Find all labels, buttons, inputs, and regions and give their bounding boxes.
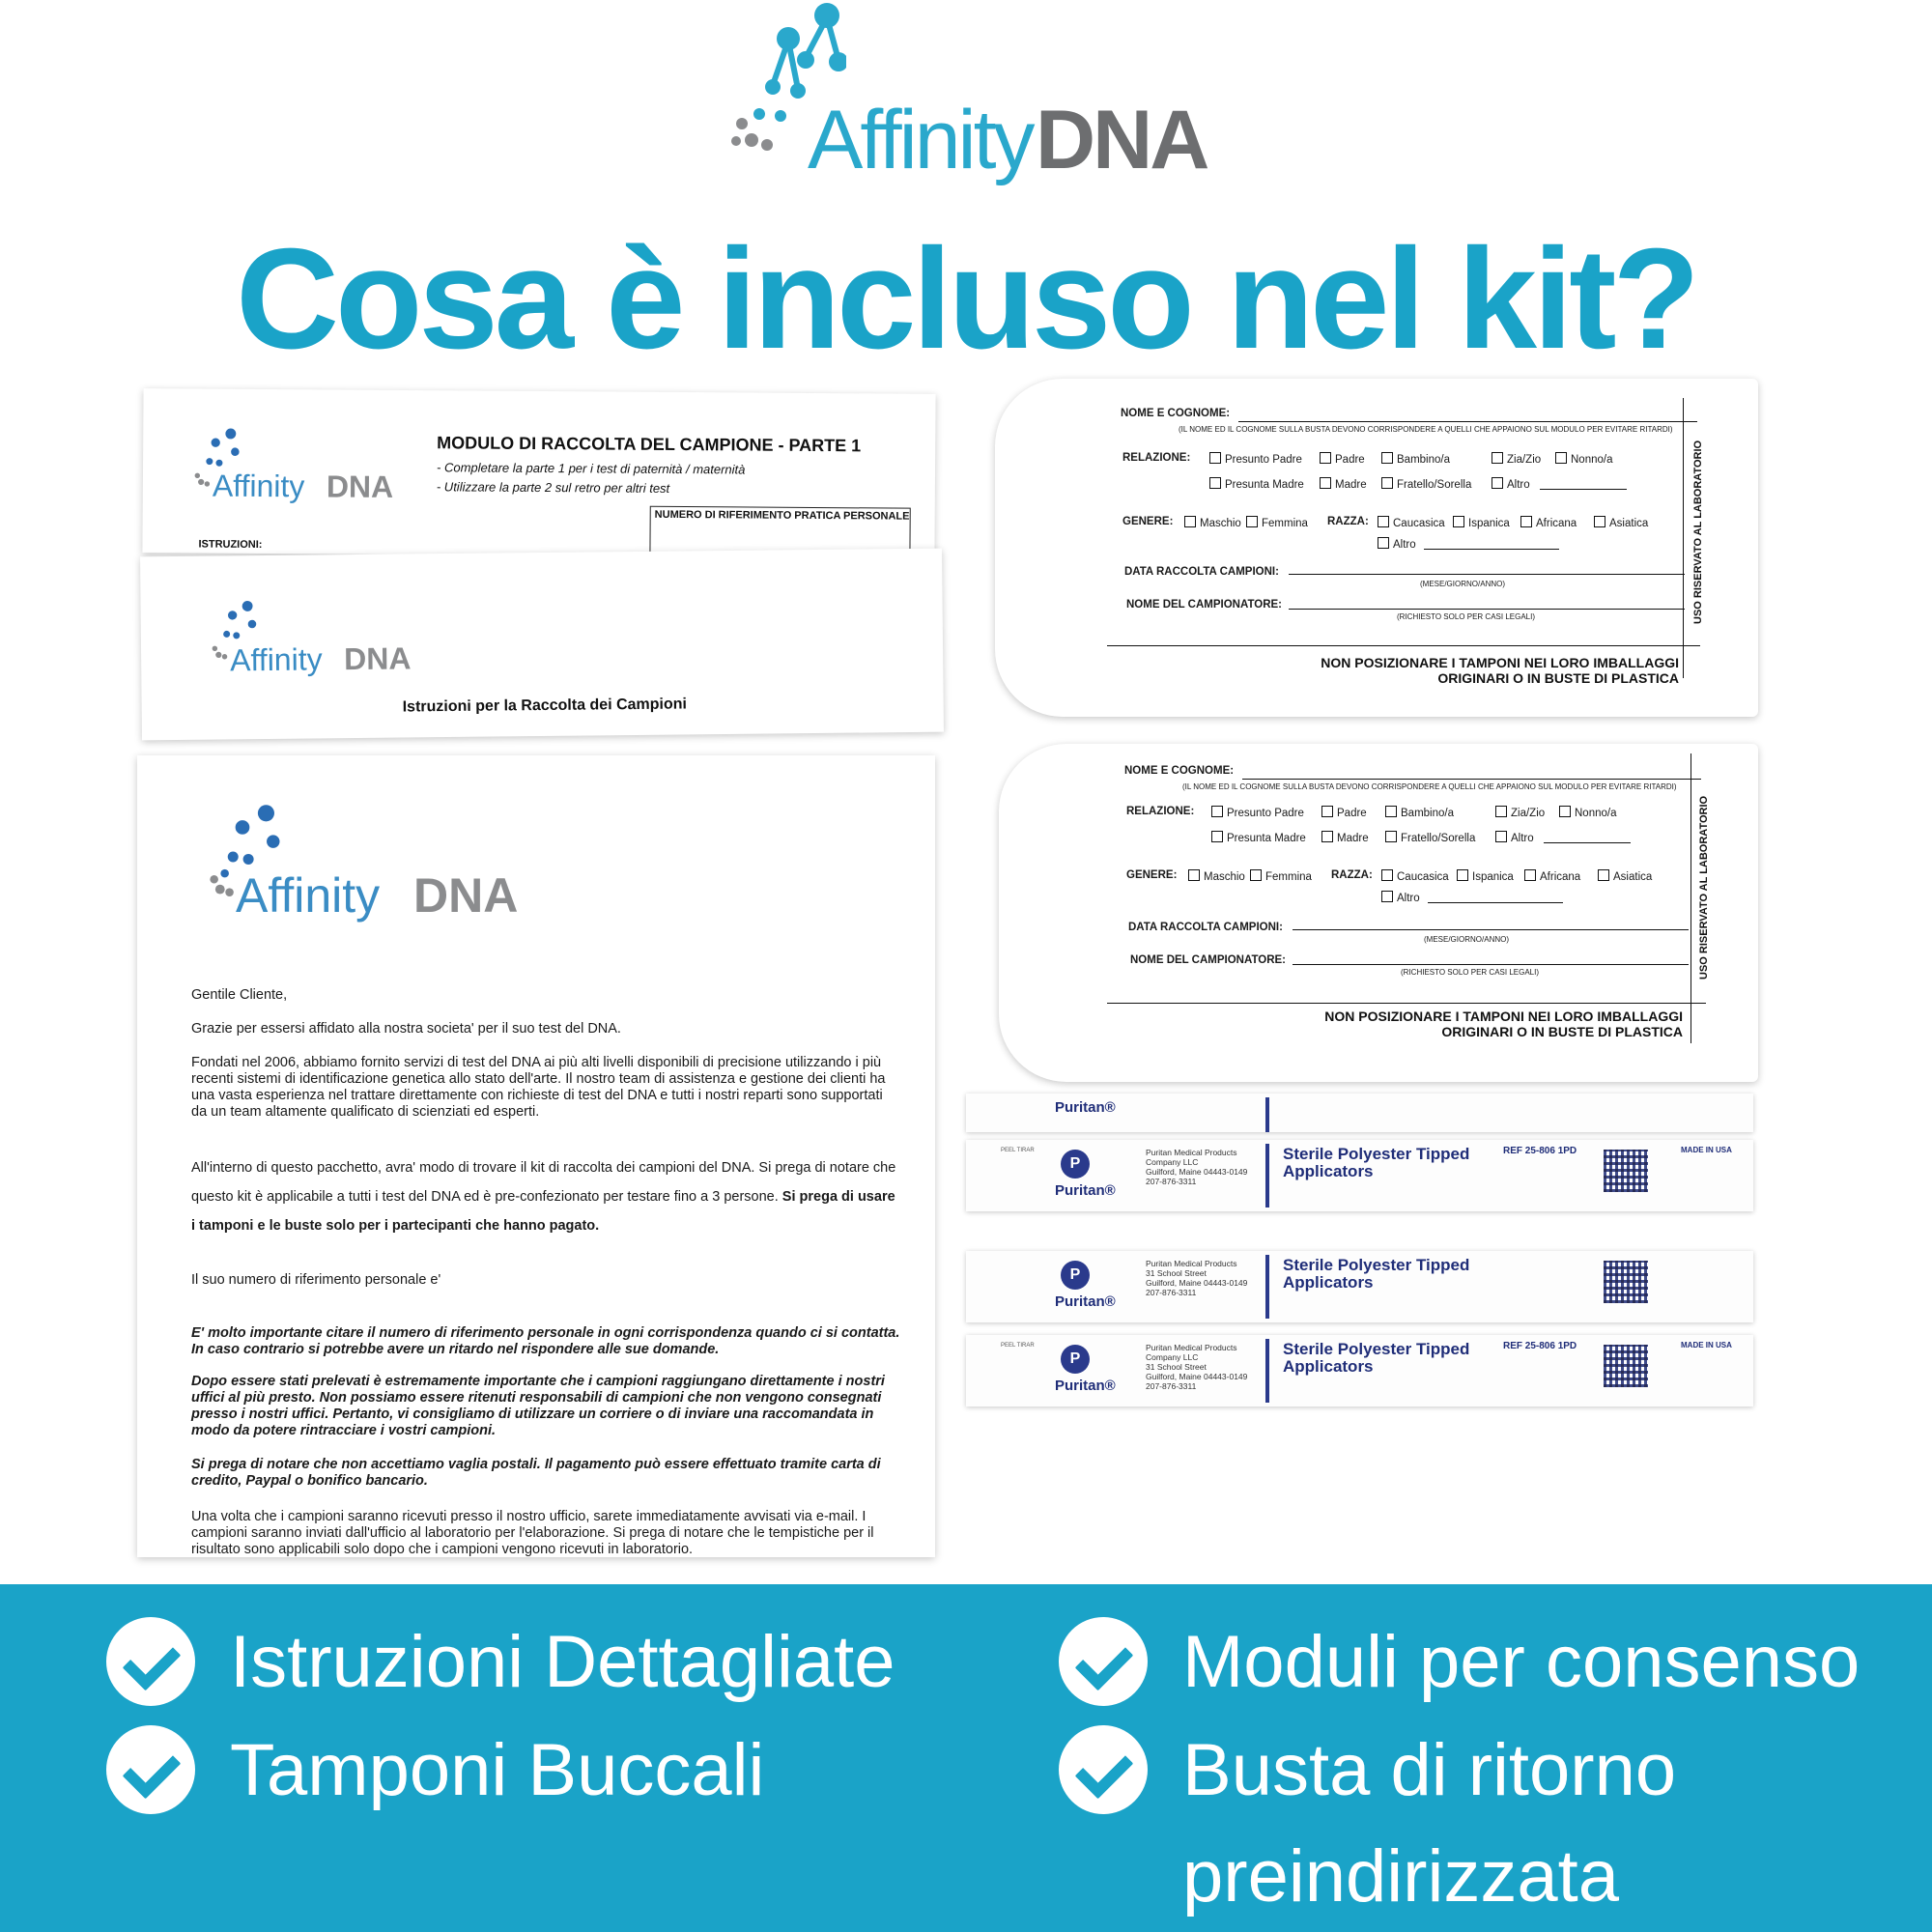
address-line: Puritan Medical Products bbox=[1146, 1148, 1237, 1157]
swab-stripe bbox=[1265, 1339, 1269, 1403]
swab-product bbox=[1283, 1146, 1469, 1180]
form-title: MODULO DI RACCOLTA DEL CAMPIONE - PARTE 1 bbox=[437, 433, 862, 456]
relation-option: Madre bbox=[1320, 477, 1367, 491]
swab-address bbox=[1146, 1343, 1247, 1391]
gender-option: Femmina bbox=[1250, 869, 1312, 883]
divider bbox=[1107, 645, 1700, 646]
swab-stripe bbox=[1265, 1144, 1269, 1208]
collection-form-sheet bbox=[142, 388, 935, 558]
address-line: 31 School Street bbox=[1146, 1362, 1207, 1372]
swab-brand: Puritan® bbox=[1055, 1099, 1116, 1116]
envelope-warning bbox=[1321, 655, 1679, 686]
date-note: (MESE/GIORNO/ANNO) bbox=[1424, 935, 1510, 944]
address-line: 207-876-3311 bbox=[1146, 1381, 1197, 1391]
relation-option: Fratello/Sorella bbox=[1385, 831, 1475, 844]
letter-paragraph: E' molto importante citare il numero di riferimento personale in ogni corrispondenza quando ci si contatta. In caso contrario si potrebbe avere un ritardo nel rispondere alle sue domande. bbox=[191, 1325, 900, 1357]
date-line bbox=[1289, 574, 1685, 575]
swab-brand: Puritan® bbox=[1055, 1182, 1116, 1199]
return-envelope bbox=[995, 379, 1758, 717]
relation-option: Presunto Padre bbox=[1209, 452, 1302, 466]
other-line bbox=[1424, 549, 1559, 550]
product-line: Applicators bbox=[1283, 1162, 1374, 1180]
product-line: Sterile Polyester Tipped bbox=[1283, 1340, 1470, 1358]
collector-label: NOME DEL CAMPIONATORE: bbox=[1130, 954, 1287, 966]
address-line: Puritan Medical Products bbox=[1146, 1343, 1237, 1352]
address-line: Guilford, Maine 04443-0149 bbox=[1146, 1278, 1248, 1288]
name-label: NOME E COGNOME: bbox=[1124, 765, 1235, 777]
swab-package bbox=[966, 1094, 1753, 1132]
swab-ref: REF 25-806 1PD bbox=[1503, 1341, 1577, 1351]
race-option: Africana bbox=[1520, 516, 1577, 529]
relation-option: Fratello/Sorella bbox=[1381, 477, 1471, 491]
feature-label: Istruzioni Dettagliate bbox=[230, 1621, 895, 1703]
letter-paragraph: Grazie per essersi affidato alla nostra societa' per il suo test del DNA. bbox=[191, 1021, 621, 1037]
swab-package bbox=[966, 1251, 1753, 1322]
name-line bbox=[1238, 421, 1697, 422]
checkmark-icon bbox=[106, 1725, 195, 1814]
relation-option: Presunto Padre bbox=[1211, 806, 1304, 819]
date-note: (MESE/GIORNO/ANNO) bbox=[1420, 580, 1506, 588]
warning-line: ORIGINARI O IN BUSTE DI PLASTICA bbox=[1441, 1024, 1683, 1039]
name-note: (IL NOME ED IL COGNOME SULLA BUSTA DEVONO CORRISPONDERE A QUELLI CHE APPAIONO SUL MODULO PER EVITARE RITARDI) bbox=[1182, 782, 1677, 791]
relation-option: Zia/Zio bbox=[1492, 452, 1541, 466]
feature-item bbox=[1059, 1617, 1860, 1716]
made-in-label: MADE IN USA bbox=[1681, 1146, 1732, 1154]
letter-paragraph: Fondati nel 2006, abbiamo fornito servizi di test del DNA ai più alti livelli disponibili di precisione utilizzando i più recenti sistemi di identificazione genetica allo stato dell'arte. Il nostro team di assistenza e gestione dei clienti ha una vasta esperienza nel trattare direttamente con richieste di test del DNA e tutti i nostri reparti sono supportati da un team altamente qualificato di scienziati ed esperti. bbox=[191, 1055, 886, 1120]
address-line: Puritan Medical Products bbox=[1146, 1259, 1237, 1268]
checkmark-icon bbox=[1059, 1725, 1148, 1814]
relation-option: Nonno/a bbox=[1559, 806, 1616, 819]
puritan-logo-icon: P bbox=[1061, 1345, 1090, 1374]
lab-use-label: USO RISERVATO AL LABORATORIO bbox=[1698, 795, 1710, 980]
peel-label: PEEL TIRAR bbox=[1001, 1343, 1035, 1349]
datamatrix-code-icon bbox=[1604, 1345, 1648, 1387]
gender-option: Maschio bbox=[1184, 516, 1241, 529]
welcome-letter bbox=[137, 755, 935, 1557]
letter-logo: Affinity DNA bbox=[189, 804, 296, 915]
other-line bbox=[1540, 489, 1627, 490]
swab-address bbox=[1146, 1259, 1247, 1297]
name-note: (IL NOME ED IL COGNOME SULLA BUSTA DEVONO CORRISPONDERE A QUELLI CHE APPAIONO SUL MODULO PER EVITARE RITARDI) bbox=[1179, 425, 1673, 434]
sheet-logo: Affinity DNA bbox=[182, 427, 250, 499]
divider bbox=[1690, 753, 1691, 1043]
race-option: Asiatica bbox=[1594, 516, 1648, 529]
race-option: Africana bbox=[1524, 869, 1580, 883]
divider bbox=[1107, 1003, 1706, 1004]
logo-text-affinity: Affinity bbox=[808, 94, 1033, 186]
datamatrix-code-icon bbox=[1604, 1261, 1648, 1303]
address-line: 207-876-3311 bbox=[1146, 1288, 1197, 1297]
letter-paragraph: Una volta che i campioni saranno ricevuti presso il nostro ufficio, sarete immediatamente avvisati via e-mail. I campioni saranno inviati dall'ufficio al laboratorio per l'elaborazione. Si prega di notare che le tempistiche per il risultato sono applicabili solo dopo che i campioni vengono ricevuti in laboratorio. bbox=[191, 1509, 874, 1557]
other-line bbox=[1428, 902, 1563, 903]
race-option: Asiatica bbox=[1598, 869, 1652, 883]
relation-option: Altro bbox=[1495, 831, 1534, 844]
letter-paragraph: Il suo numero di riferimento personale e' bbox=[191, 1272, 441, 1288]
lab-use-label: USO RISERVATO AL LABORATORIO bbox=[1692, 440, 1704, 624]
instructions-label: ISTRUZIONI: bbox=[198, 538, 263, 552]
relation-option: Altro bbox=[1492, 477, 1530, 491]
form-note: - Completare la parte 1 per i test di paternità / maternità bbox=[436, 460, 746, 477]
logo-text-dna: DNA bbox=[1036, 94, 1208, 186]
swab-ref: REF 25-806 1PD bbox=[1503, 1146, 1577, 1156]
address-line: Guilford, Maine 04443-0149 bbox=[1146, 1372, 1248, 1381]
letter-paragraph: Si prega di notare che non accettiamo vaglia postali. Il pagamento può essere effettuato tramite carta di credito, Paypal o bonifico bancario. bbox=[191, 1457, 881, 1489]
puritan-logo-icon: P bbox=[1061, 1261, 1090, 1290]
relation-option: Padre bbox=[1320, 452, 1365, 466]
relation-option: Bambino/a bbox=[1385, 806, 1454, 819]
other-line bbox=[1544, 842, 1631, 843]
swab-product bbox=[1283, 1257, 1469, 1292]
checkmark-icon bbox=[106, 1617, 195, 1706]
product-line: Applicators bbox=[1283, 1273, 1374, 1292]
race-option: Caucasica bbox=[1381, 869, 1449, 883]
feature-item bbox=[1059, 1725, 1851, 1930]
relation-option: Bambino/a bbox=[1381, 452, 1450, 466]
relation-option: Presunta Madre bbox=[1211, 831, 1306, 844]
warning-line: ORIGINARI O IN BUSTE DI PLASTICA bbox=[1437, 670, 1679, 686]
letter-paragraph: Dopo essere stati prelevati è estremamente importante che i campioni raggiungano direttamente i nostri uffici al più presto. Non possiamo essere ritenuti responsabili di campioni che non vengono consegnati presso i nostri uffici. Pertanto, vi consigliamo di utilizzare un corriere o di inviare una raccomandata in modo da potere rintracciare i vostri campioni. bbox=[191, 1374, 885, 1438]
date-line bbox=[1293, 929, 1689, 930]
swab-stripe bbox=[1265, 1097, 1269, 1132]
date-label: DATA RACCOLTA CAMPIONI: bbox=[1124, 566, 1279, 578]
sheet-logo: Affinity DNA bbox=[199, 600, 268, 673]
gender-option: Maschio bbox=[1188, 869, 1245, 883]
form-note: - Utilizzare la parte 2 sul retro per altri test bbox=[436, 479, 670, 496]
letter-paragraph: All'interno di questo pacchetto, avra' modo di trovare il kit di raccolta dei campioni del DNA. Si prega di notare che questo kit è applicabile a tutti i test del DNA ed è pre-confezionato per testare fino a 3 persone. Si prega di usare i tamponi e le buste solo per i partecipanti che hanno pagato. bbox=[191, 1160, 896, 1234]
letter-greeting: Gentile Cliente, bbox=[191, 987, 288, 1003]
page-headline: Cosa è incluso nel kit? bbox=[236, 219, 1696, 379]
instructions-subtitle: Istruzioni per la Raccolta dei Campioni bbox=[402, 696, 688, 716]
feature-label: Busta di ritorno preindirizzata bbox=[1182, 1729, 1677, 1918]
swab-address bbox=[1146, 1148, 1247, 1186]
race-option: Caucasica bbox=[1378, 516, 1445, 529]
address-line: 207-876-3311 bbox=[1146, 1177, 1197, 1186]
race-option: Altro bbox=[1381, 891, 1420, 904]
feature-label: Tamponi Buccali bbox=[230, 1729, 765, 1811]
relation-label: RELAZIONE: bbox=[1122, 452, 1191, 464]
address-line: Guilford, Maine 04443-0149 bbox=[1146, 1167, 1248, 1177]
collector-note: (RICHIESTO SOLO PER CASI LEGALI) bbox=[1401, 968, 1539, 977]
address-line: Company LLC bbox=[1146, 1352, 1199, 1362]
relation-option: Madre bbox=[1321, 831, 1369, 844]
collector-line bbox=[1289, 609, 1685, 610]
return-envelope bbox=[999, 744, 1758, 1082]
race-label: RAZZA: bbox=[1331, 869, 1373, 881]
product-line: Applicators bbox=[1283, 1357, 1374, 1376]
made-in-label: MADE IN USA bbox=[1681, 1341, 1732, 1350]
swab-brand: Puritan® bbox=[1055, 1293, 1116, 1310]
feature-label: Moduli per consenso bbox=[1182, 1621, 1861, 1703]
product-line: Sterile Polyester Tipped bbox=[1283, 1256, 1470, 1274]
address-line: Company LLC bbox=[1146, 1157, 1199, 1167]
race-option: Altro bbox=[1378, 537, 1416, 551]
race-label: RAZZA: bbox=[1327, 516, 1369, 527]
date-label: DATA RACCOLTA CAMPIONI: bbox=[1128, 922, 1283, 933]
warning-line: NON POSIZIONARE I TAMPONI NEI LORO IMBALLAGGI bbox=[1321, 655, 1679, 670]
swab-package bbox=[966, 1335, 1753, 1406]
gender-option: Femmina bbox=[1246, 516, 1308, 529]
collector-label: NOME DEL CAMPIONATORE: bbox=[1126, 599, 1283, 611]
warning-line: NON POSIZIONARE I TAMPONI NEI LORO IMBALLAGGI bbox=[1324, 1009, 1683, 1024]
feature-item bbox=[106, 1725, 764, 1824]
peel-label: PEEL TIRAR bbox=[1001, 1148, 1035, 1153]
race-option: Ispanica bbox=[1453, 516, 1510, 529]
envelope-warning bbox=[1324, 1009, 1683, 1039]
instructions-sheet bbox=[140, 549, 944, 741]
collector-line bbox=[1293, 964, 1689, 965]
swab-brand: Puritan® bbox=[1055, 1378, 1116, 1394]
collector-note: (RICHIESTO SOLO PER CASI LEGALI) bbox=[1397, 612, 1535, 621]
gender-label: GENERE: bbox=[1126, 869, 1178, 881]
checkmark-icon bbox=[1059, 1617, 1148, 1706]
relation-label: RELAZIONE: bbox=[1126, 806, 1195, 817]
relation-option: Padre bbox=[1321, 806, 1367, 819]
relation-option: Nonno/a bbox=[1555, 452, 1612, 466]
puritan-logo-icon: P bbox=[1061, 1150, 1090, 1179]
swab-product bbox=[1283, 1341, 1469, 1376]
datamatrix-code-icon bbox=[1604, 1150, 1648, 1192]
affinity-dna-logo bbox=[730, 0, 1213, 193]
name-line bbox=[1242, 779, 1701, 780]
feature-item bbox=[106, 1617, 895, 1716]
relation-option: Presunta Madre bbox=[1209, 477, 1304, 491]
relation-option: Zia/Zio bbox=[1495, 806, 1545, 819]
address-line: 31 School Street bbox=[1146, 1268, 1207, 1278]
divider bbox=[1683, 398, 1684, 678]
name-label: NOME E COGNOME: bbox=[1121, 408, 1231, 419]
swab-stripe bbox=[1265, 1255, 1269, 1319]
race-option: Ispanica bbox=[1457, 869, 1514, 883]
gender-label: GENERE: bbox=[1122, 516, 1174, 527]
reference-number-label: NUMERO DI RIFERIMENTO PRATICA PERSONALE bbox=[654, 508, 910, 523]
swab-package bbox=[966, 1140, 1753, 1211]
product-line: Sterile Polyester Tipped bbox=[1283, 1145, 1470, 1163]
